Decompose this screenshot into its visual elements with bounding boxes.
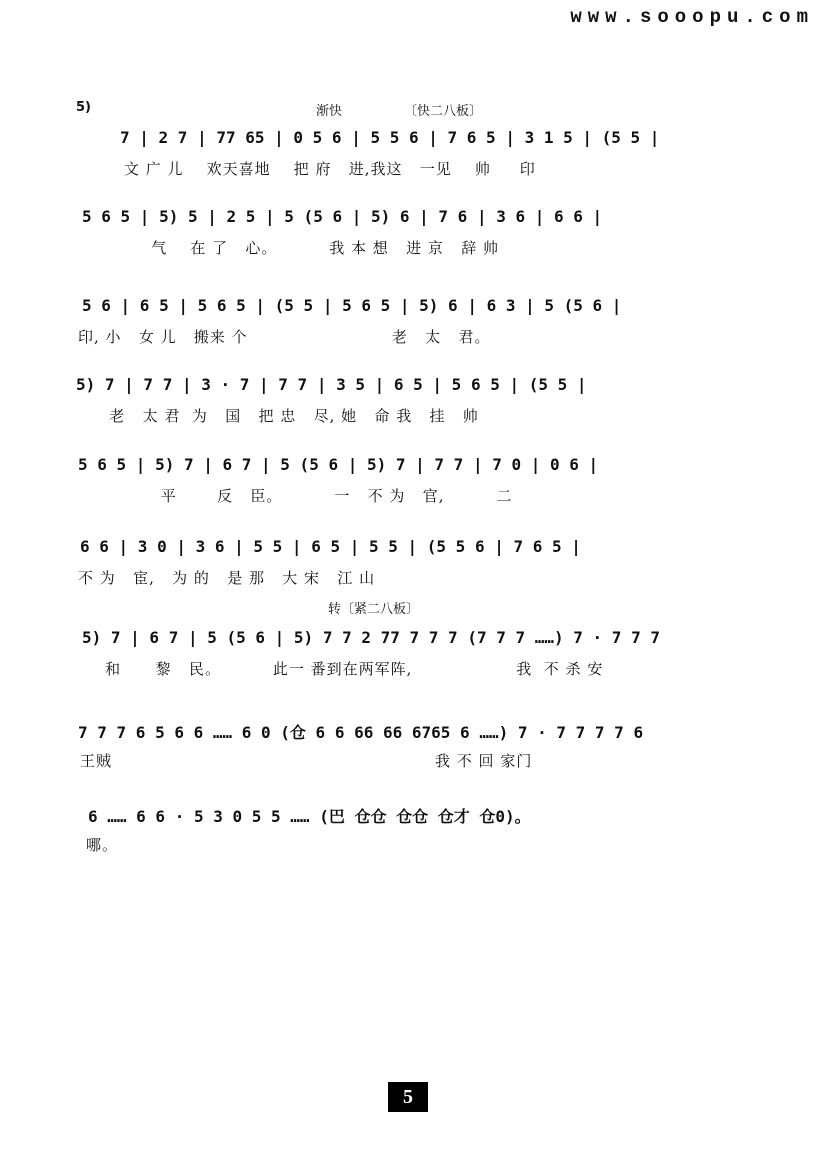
score-line-9: [0, 804, 826, 884]
notation: 5 6 5 | 5) 7 | 6 7 | 5 (5 6 | 5) 7 | 7 7 | 7 0 | 0 6 |: [78, 455, 599, 474]
score-line-5: [0, 455, 826, 535]
notation: 7 7 7 6 5 6 6 …… 6 0 (仓 6 6 66 66 6765 6 ……) 7 · 7 7 7 7 6: [78, 723, 644, 742]
notation: 5) 7 | 7 7 | 3 · 7 | 7 7 | 3 5 | 6 5 | 5 6 5 | (5 5 |: [76, 375, 587, 394]
lyrics: 和 黎 民。 此一 番到在两军阵, 我 不 杀 安: [82, 660, 604, 678]
score-line-3: [0, 296, 826, 376]
lyrics: 哪。: [86, 836, 119, 854]
site-watermark: www.sooopu.com: [570, 6, 814, 28]
notation: 5) 7 | 6 7 | 5 (5 6 | 5) 7 7 2 77 7 7 7 (7 7 7 ……) 7 · 7 7 7: [82, 628, 660, 647]
score-line-2: [0, 207, 826, 287]
lyrics: 不 为 宦, 为 的 是 那 大 宋 江 山: [78, 569, 376, 587]
notation: 6 …… 6 6 · 5 3 0 5 5 …… (巴 仓仓 仓仓 仓才 仓0)。: [88, 807, 531, 826]
lead-note: 5): [76, 100, 91, 115]
tempo-mark: 渐快: [316, 104, 343, 119]
score-line-8: [0, 720, 826, 800]
score-line-1: [0, 128, 826, 208]
section-heading-2: 转〔紧二八板〕: [328, 602, 420, 617]
lyrics: 老 太 君 为 国 把 忠 尽, 她 命 我 挂 帅: [92, 407, 479, 425]
notation: 5 6 | 6 5 | 5 6 5 | (5 5 | 5 6 5 | 5) 6 | 6 3 | 5 (5 6 |: [82, 296, 622, 315]
lyrics: 王贼 我 不 回 家门: [80, 752, 533, 770]
page-number: 5: [388, 1082, 428, 1112]
section-heading-1: 〔快二八板〕: [404, 104, 483, 119]
lyrics: 平 反 臣。 一 不 为 官, 二: [80, 487, 513, 505]
score-line-4: [0, 375, 826, 455]
notation: 7 | 2 7 | 77 65 | 0 5 6 | 5 5 6 | 7 6 5 | 3 1 5 | (5 5 |: [120, 128, 660, 147]
notation: 5 6 5 | 5) 5 | 2 5 | 5 (5 6 | 5) 6 | 7 6 | 3 6 | 6 6 |: [82, 207, 603, 226]
lyrics: 印, 小 女 儿 搬来 个 老 太 君。: [78, 328, 491, 346]
score-line-7: [0, 628, 826, 708]
notation: 6 6 | 3 0 | 3 6 | 5 5 | 6 5 | 5 5 | (5 5 6 | 7 6 5 |: [80, 537, 581, 556]
lyrics: 气 在 了 心。 我 本 想 进 京 辞 帅: [82, 239, 499, 257]
lyrics: 文 广 儿 欢天喜地 把 府 进,我这 一见 帅 印: [124, 160, 536, 178]
